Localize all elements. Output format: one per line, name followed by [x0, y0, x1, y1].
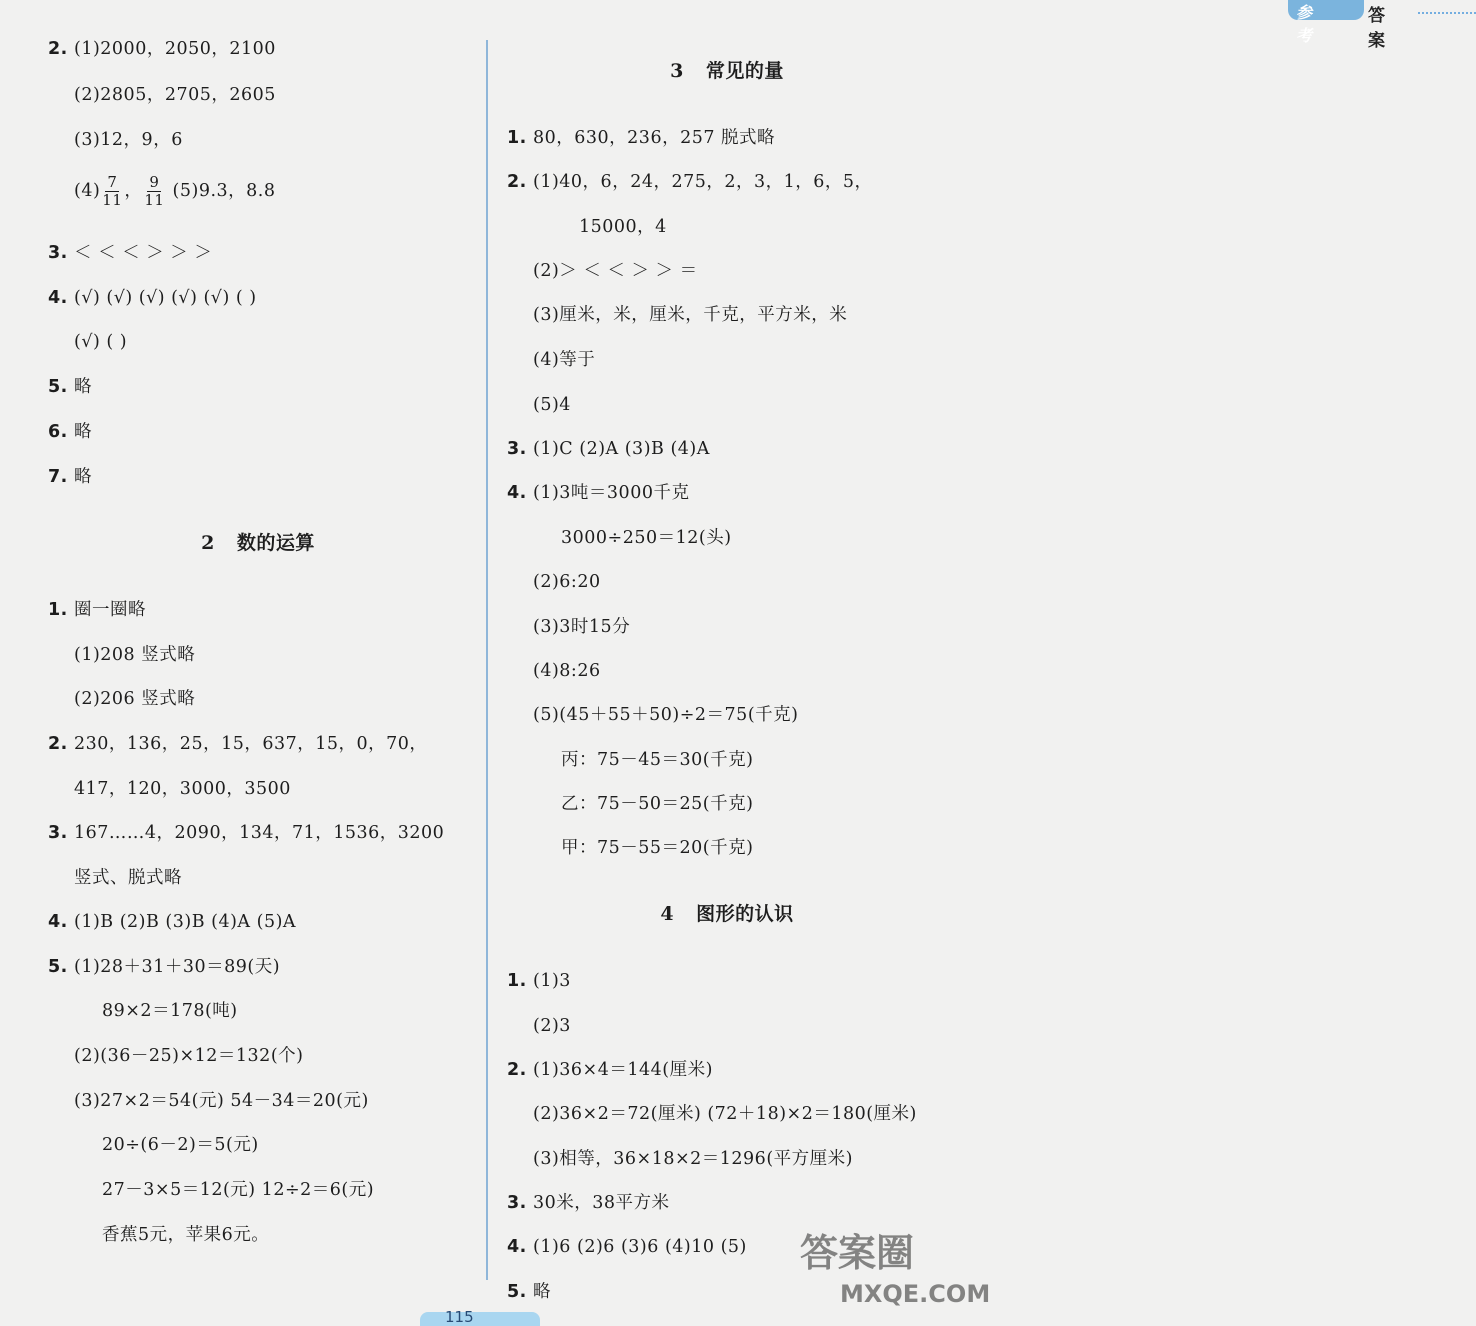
- answer-line: (2)206 竖式略: [74, 689, 196, 709]
- answer-line: (2)36×2＝72(厘米) (72＋18)×2＝180(厘米): [533, 1104, 917, 1124]
- answer-line: (3)3时15分: [533, 617, 631, 637]
- answer-line: (4)8:26: [533, 661, 601, 681]
- answer-line: (3)厘米，米，厘米，千克，平方米，米: [533, 305, 848, 325]
- answer-line: (3)12，9，6: [74, 130, 183, 150]
- answer-line: 1. 圈一圈略: [48, 600, 146, 620]
- answer-line: 27－3×5＝12(元) 12÷2＝6(元): [102, 1180, 375, 1200]
- watermark-url: MXQE.COM: [840, 1280, 991, 1308]
- answer-line: 4. (1)B (2)B (3)B (4)A (5)A: [48, 912, 297, 932]
- header-decoration: [1418, 12, 1476, 14]
- answer-line: 2. (1)40，6，24，275，2，3，1，6，5，: [507, 172, 873, 192]
- answer-line: 竖式、脱式略: [74, 868, 182, 888]
- answer-line: 3. ＜ ＜ ＜ ＞ ＞ ＞: [48, 243, 213, 263]
- answer-line: (4)等于: [533, 350, 596, 370]
- answer-line: 4. (√) (√) (√) (√) (√) ( ): [48, 288, 257, 308]
- watermark-logo: 答案圈: [800, 1231, 915, 1275]
- answer-line: 417，120，3000，3500: [74, 779, 291, 799]
- answer-line: 5. (1)28＋31＋30＝89(天): [48, 957, 281, 977]
- answer-line: 7. 略: [48, 467, 92, 487]
- answer-line: 3. 30米，38平方米: [507, 1193, 670, 1213]
- answer-line: 乙：75－50＝25(千克): [561, 794, 754, 814]
- answer-line: 89×2＝178(吨): [102, 1001, 238, 1021]
- header-banner: [640, 0, 1385, 51]
- answer-line: 4. (1)6 (2)6 (3)6 (4)10 (5): [507, 1237, 747, 1257]
- answer-line: 5. 略: [507, 1282, 551, 1302]
- answer-line: (1)208 竖式略: [74, 645, 196, 665]
- answer-line: (2)2805，2705，2605: [74, 85, 276, 105]
- answer-line: 2. (1)36×4＝144(厘米): [507, 1060, 713, 1080]
- answer-line: 6. 略: [48, 422, 92, 442]
- answer-line: 丙：75－45＝30(千克): [561, 750, 754, 770]
- header-tag-answer: 答案: [1368, 6, 1385, 51]
- answer-line: 1. (1)3: [507, 971, 571, 991]
- answer-line: 5. 略: [48, 377, 92, 397]
- answer-line: 20÷(6－2)＝5(元): [102, 1135, 259, 1155]
- answer-line: 15000，4: [579, 217, 667, 237]
- answer-line: (5)4: [533, 395, 571, 415]
- answer-line: (√) ( ): [74, 332, 128, 352]
- answer-line: 3. 167……4，2090，134，71，1536，3200: [48, 823, 445, 843]
- answer-line: 2. 230，136，25，15，637，15，0，70，: [48, 734, 428, 754]
- answer-line: (3)27×2＝54(元) 54－34＝20(元): [74, 1091, 369, 1111]
- page-number: 115: [445, 1308, 474, 1326]
- answer-line: 甲：75－55＝20(千克): [561, 838, 754, 858]
- fraction: $\frac{7}{11}$: [102, 173, 123, 209]
- answer-line: 2. (1)2000，2050，2100: [48, 39, 276, 59]
- column-divider: [486, 40, 488, 1280]
- answer-line: (2)6:20: [533, 572, 601, 592]
- section-title: 3 常见的量: [670, 60, 784, 82]
- footer-banner: [420, 1312, 540, 1326]
- answer-line: (2)(36－25)×12＝132(个): [74, 1046, 304, 1066]
- answer-line: 4. (1)3吨＝3000千克: [507, 483, 690, 503]
- section-title: 4 图形的认识: [660, 903, 794, 925]
- answer-line: 1. 80，630，236，257 脱式略: [507, 128, 776, 148]
- answer-line: (2)3: [533, 1016, 571, 1036]
- header-tag-reference: 参考: [1296, 3, 1313, 45]
- answer-line: (2)＞ ＜ ＜ ＞ ＞ ＝: [533, 261, 698, 281]
- section-title: 2 数的运算: [201, 532, 315, 554]
- answer-line: 3000÷250＝12(头): [561, 528, 732, 548]
- fraction: $\frac{9}{11}$: [144, 173, 165, 209]
- answer-line: (3)相等，36×18×2＝1296(平方厘米): [533, 1149, 853, 1169]
- answer-line: 3. (1)C (2)A (3)B (4)A: [507, 439, 710, 459]
- answer-line: (5)(45＋55＋50)÷2＝75(千克): [533, 705, 799, 725]
- answer-line-fractions: (4) $\frac{7}{11}$ ， $\frac{9}{11}$ (5)9.3，8.8: [74, 173, 276, 209]
- answer-line: 香蕉5元，苹果6元。: [102, 1225, 270, 1245]
